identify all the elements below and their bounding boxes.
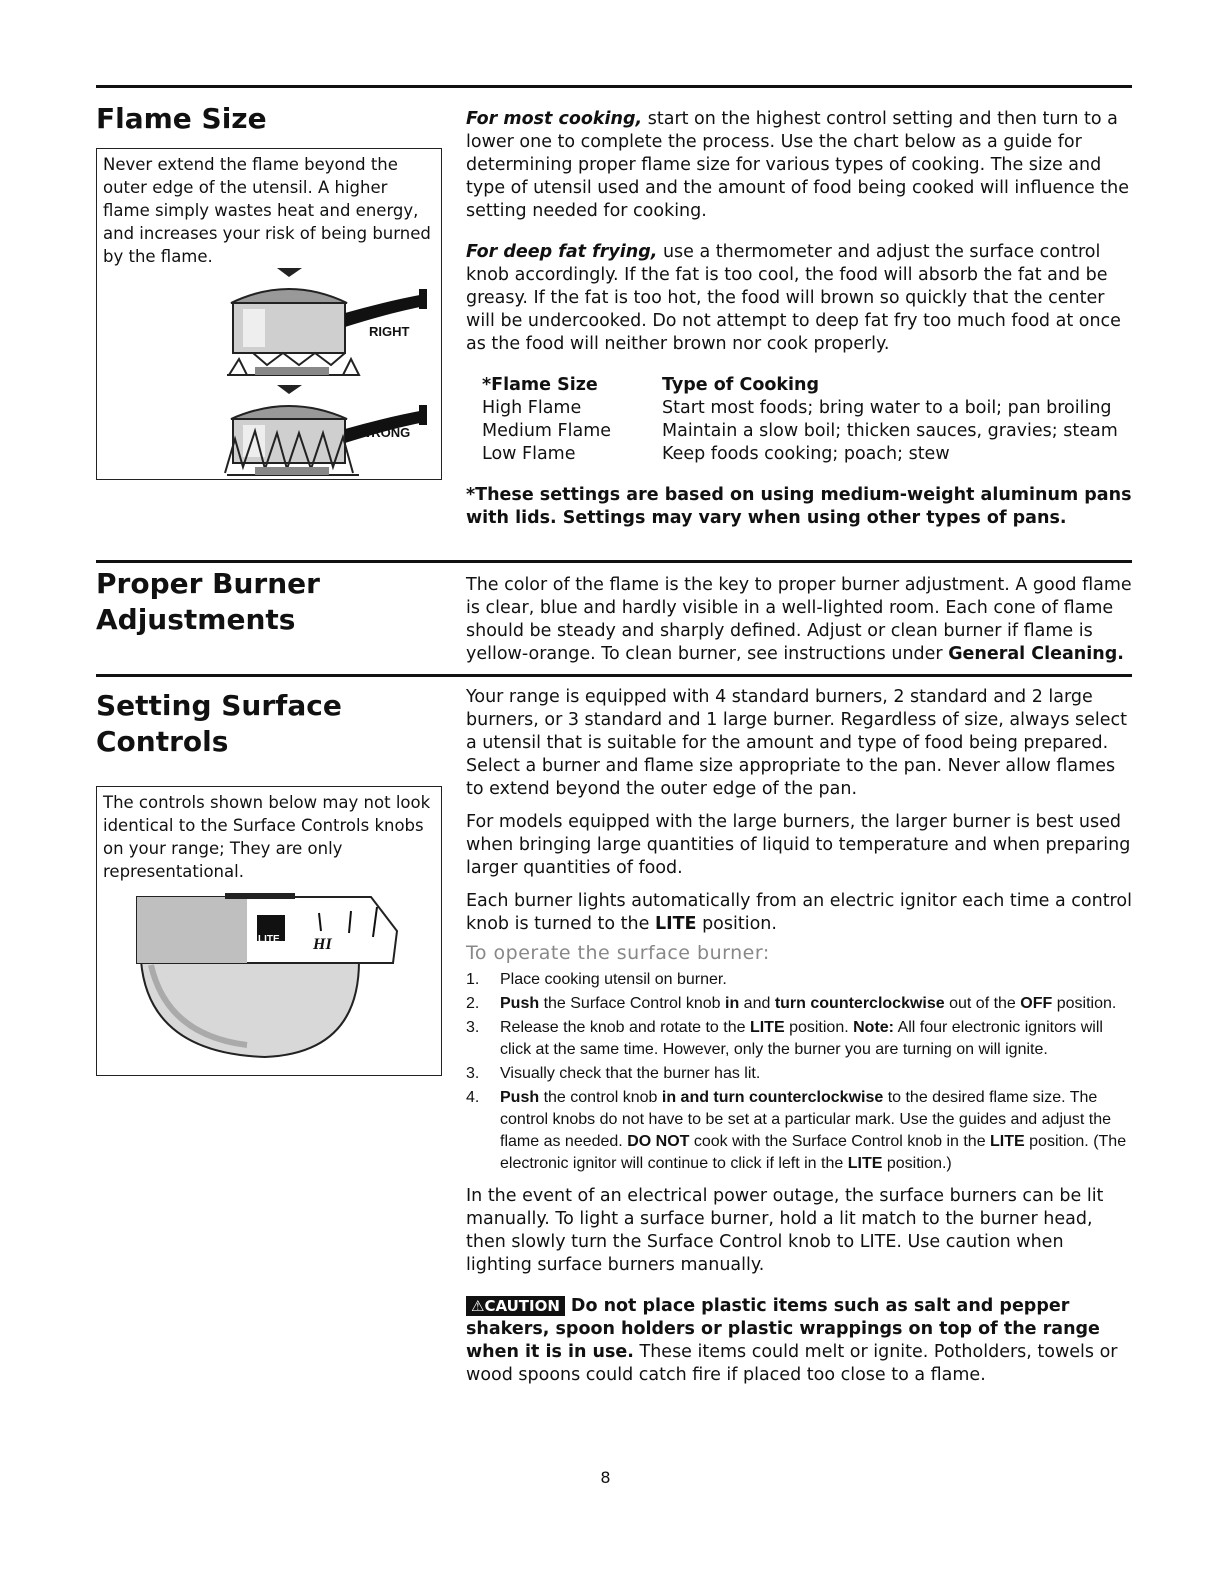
deep-fat-lead: For deep fat frying, [466,242,658,262]
header-flame-size: *Flame Size [482,375,598,395]
step-text: Push [500,1089,540,1106]
step-text: turn counterclockwise [774,995,945,1012]
step-text: the control knob [539,1089,662,1106]
right-label: RIGHT [369,324,410,339]
controls-heading [96,688,342,760]
most-cooking-lead: For most cooking, [466,109,643,129]
step-text: Visually check that the burner has lit. [500,1065,761,1082]
controls-heading-line1: Setting Surface [96,689,342,722]
header-type-of-cooking: Type of Cooking [662,375,819,395]
table-row [482,443,1134,466]
row-type: Keep foods cooking; poach; stew [662,444,950,464]
controls-box [96,786,442,1076]
power-outage-paragraph: In the event of an electrical power outage, the surface burners can be lit manually. To light a surface burner, hold a lit match to the burner head, then slowly turn the Surface Control knob to LITE. Use caution when lighting surface burners manually. [466,1186,1104,1275]
step-text: out of the [944,995,1021,1012]
knob-hi-label: HI [313,936,332,953]
burner-text [466,574,1134,666]
step-text: position. [1052,995,1117,1012]
step-text: Note: [853,1019,894,1036]
list-item [466,1017,1134,1061]
step-number: 3. [466,1065,480,1082]
row-size: High Flame [482,398,582,418]
step-text: to the desired flame size. The control knobs do not have to be set at a particular mark. Use the guides and adjust the flame as needed. [500,1089,1112,1150]
top-rule [96,85,1132,88]
step-text: Place cooking utensil on burner. [500,971,727,988]
step-number: 3. [466,1019,480,1036]
burner-text-body: The color of the flame is the key to proper burner adjustment. A good flame is clear, blue and hardly visible in a well-lighted room. Each cone of flame should be steady and sharply defined. Adjust or clean burner if flame is yellow-orange. To clean burner, see instructions under [466,575,1132,664]
list-item [466,969,1134,991]
step-text: LITE [749,1019,785,1036]
step-text: position. (The electronic ignitor will continue to click if left in the [500,1133,1127,1172]
step-text: the Surface Control knob [539,995,726,1012]
flame-size-text [466,108,1134,530]
caution-label: CAUTION [484,1297,560,1315]
burner-heading [96,566,320,638]
step-text: Push [500,995,540,1012]
caution-badge [466,1296,565,1316]
table-row [482,397,1134,420]
controls-text [466,686,1134,1387]
flame-size-box [96,148,442,480]
control-knob-illustration [97,885,443,1075]
step-text: in [725,995,740,1012]
page-number: 8 [600,1468,611,1487]
step-text: LITE [847,1155,883,1172]
burner-rule [96,560,1132,563]
step-text: LITE [990,1133,1025,1150]
caution-bold-text: Do not place plastic items such as salt and pepper shakers, spoon holders or plastic wrappings on top of the range when it is in use. [466,1296,1100,1362]
row-type: Start most foods; bring water to a boil; pan broiling [662,398,1112,418]
step-number: 1. [466,971,480,988]
table-row [482,420,1134,443]
step-text: OFF [1020,995,1053,1012]
ignitor-text-c: position. [696,914,777,934]
step-text: position. [784,1019,854,1036]
step-text: in and turn counterclockwise [661,1089,884,1106]
step-text: cook with the Surface Control knob in the [689,1133,991,1150]
knob-lite-label: LITE [258,934,280,945]
ignitor-lite: LITE [654,914,697,934]
large-burners-paragraph: For models equipped with the large burners, the larger burner is best used when bringing large quantities of liquid to temperature and when preparing larger quantities of food. [466,812,1131,878]
settings-note: *These settings are based on using medium-weight aluminum pans with lids. Settings may vary when using other types of pans. [466,485,1132,528]
step-number: 4. [466,1089,480,1106]
burners-paragraph: Your range is equipped with 4 standard burners, 2 standard and 2 large burners, or 3 standard and 1 large burner. Regardless of size, always select a utensil that is suitable for the amount and type of food being prepared. Select a burner and flame size appropriate to the pan. Never allow flames to extend beyond the outer edge of the pan. [466,687,1128,799]
list-item [466,1087,1134,1175]
list-item [466,993,1134,1015]
step-text: All four electronic ignitors will click at the same time. However, only the burner you are turning on will ignite. [500,1019,1103,1058]
table-header [482,374,1134,397]
ignitor-paragraph [466,890,1134,936]
operate-subheading: To operate the surface burner: [466,942,770,964]
row-type: Maintain a slow boil; thicken sauces, gravies; steam [662,421,1118,441]
warning-triangle-icon: ⚠ [471,1297,485,1315]
most-cooking-text: start on the highest control setting and then turn to a lower one to complete the process. Use the chart below as a guide for determining proper flame size for various types of cooking. The size and type of utensil used and the amount of food being cooked will influence the setting needed for cooking. [466,109,1130,221]
burner-heading-line1: Proper Burner [96,567,320,600]
wrong-label: WRONG [359,425,411,440]
most-cooking-paragraph [466,108,1134,223]
operate-steps [466,969,1134,1175]
step-text: position.) [882,1155,952,1172]
step-number: 2. [466,995,480,1012]
controls-box-text: The controls shown below may not look identical to the Surface Controls knobs on your range; They are only representational. [103,793,431,881]
step-text: DO NOT [627,1133,690,1150]
deep-fat-paragraph [466,241,1134,356]
ignitor-text-a: Each burner lights automatically from an electric ignitor each time a control knob is turned to the [466,891,1132,934]
flame-size-box-text: Never extend the flame beyond the outer edge of the utensil. A higher flame simply wastes heat and energy, and increases your risk of being burned by the flame. [103,155,431,266]
step-text: Release the knob and rotate to the [500,1019,750,1036]
burner-paragraph [466,574,1134,666]
general-cleaning-ref: General Cleaning. [948,644,1124,664]
list-item [466,1063,1134,1085]
burner-heading-line2: Adjustments [96,603,296,636]
caution-text: These items could melt or ignite. Potholders, towels or wood spoons could catch fire if placed too close to a flame. [466,1342,1118,1385]
caution-paragraph [466,1295,1134,1387]
deep-fat-text: use a thermometer and adjust the surface control knob accordingly. If the fat is too cool, the food will absorb the fat and be greasy. If the fat is too hot, the food will brown so quickly that the center will be undercooked. Do not attempt to deep fat fry too much food at once as the food will neither brown nor cook properly. [466,242,1121,354]
flame-size-illustration [97,261,443,481]
row-size: Low Flame [482,444,576,464]
flame-size-heading: Flame Size [96,102,267,135]
step-text: and [739,995,775,1012]
controls-rule [96,674,1132,677]
flame-size-table [482,374,1134,466]
row-size: Medium Flame [482,421,612,441]
controls-heading-line2: Controls [96,725,229,758]
